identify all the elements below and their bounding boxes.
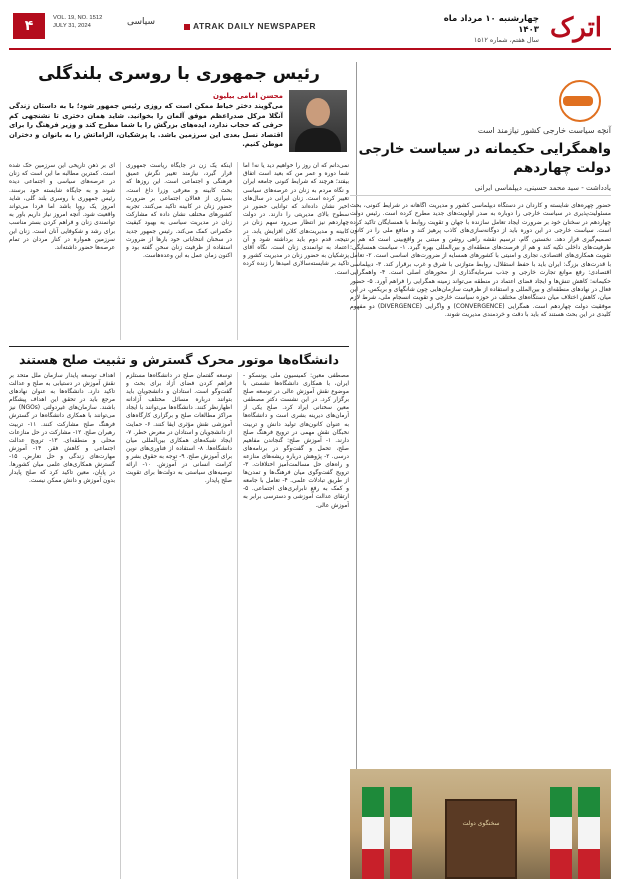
flag-icon <box>578 787 600 879</box>
left-articles <box>9 62 349 879</box>
author-portrait <box>289 90 347 152</box>
volume-line: VOL. 19, NO. 1512 <box>53 15 103 21</box>
masthead-square-icon <box>184 24 190 30</box>
lower-column: اهداف توسعه پایدار سازمان ملل متحد بر نقش آموزش در دستیابی به صلح و عدالت تاکید دارد. دانشگاه‌ها به عنوان نهادهای مرجع باید در تحقق این اهداف پیشگام باشند. سازمان‌های غیردولتی (NGOs) نیز می‌توانند با همکاری دانشگاه‌ها در گسترش فرهنگ صلح مشارکت کنند. ۱۱- تربیت رهبران صلح. ۱۲- مشارکت در حل منازعات محلی و منطقه‌ای. ۱۳- ترویج عدالت اجتماعی و کاهش فقر. ۱۴- آموزش مهارت‌های زندگی و حل تعارض. ۱۵- گسترش همکاری‌های علمی میان کشورها. در پایان، معین تاکید کرد که صلح پایدار بدون آموزش و دانش ممکن نیست. <box>9 373 115 485</box>
page-header <box>9 10 611 50</box>
lower-column: توسعه گفتمان صلح در دانشگاه‌ها مستلزم فراهم کردن فضای آزاد برای بحث و گفت‌وگو است. استادان و دانشجویان باید بتوانند درباره مسائل مختلف آزادانه اظهارنظر کنند. دانشگاه‌ها می‌توانند با ایجاد مراکز مطالعات صلح و برگزاری کارگاه‌های آموزشی نقش مؤثری ایفا کنند. ۶- حمایت از دانشجویان و استادان در معرض خطر. ۷- ایجاد شبکه‌های همکاری بین‌المللی میان دانشگاه‌ها. ۸- استفاده از فناوری‌های نوین برای آموزش صلح. ۹- توجه به حقوق بشر و کرامت انسانی در آموزش. ۱۰- ارائه توصیه‌های سیاستی به دولت‌ها برای تقویت صلح پایدار. <box>126 373 232 485</box>
story-column: اینکه یک زن در جایگاه ریاست جمهوری قرار گیرد، نیازمند تغییر نگرش عمیق فرهنگی و اجتماعی است. این روزها که بحث کابینه و معرفی وزرا داغ است، بسیاری از فعالان اجتماعی بر ضرورت حضور زنان در کابینه تاکید می‌کنند. تجربه کشورهای مختلف نشان داده که مشارکت زنان در مدیریت سیاسی به بهبود کیفیت حکمرانی کمک می‌کند. رئیس جمهور جدید در سخنان انتخاباتی خود بارها از ضرورت استفاده از ظرفیت زنان سخن گفته بود و اکنون زمان عمل به این وعده‌هاست. <box>126 163 232 260</box>
intro-author: محسن امامی بیلیون <box>212 92 283 100</box>
newspaper-logo[interactable] <box>545 13 607 45</box>
article-headline[interactable]: واهمگرایی حکیمانه در سیاست خارجی دولت چهاردهم <box>358 141 611 176</box>
flag-icon <box>390 787 412 879</box>
column-rule <box>120 372 121 879</box>
lower-columns <box>9 372 349 879</box>
lower-headline[interactable]: دانشگاه‌ها موتور محرک گسترش و تثبیت صلح هستند <box>9 346 349 369</box>
issue-date: چهارشنبه ۱۰ مرداد ماه ۱۴۰۳ <box>443 14 539 35</box>
right-article <box>350 62 611 879</box>
masthead <box>184 21 414 31</box>
issue-number: سال هفتم، شماره ۱۵۱۲ <box>473 36 539 44</box>
intro-text: می‌گویند دختر خیاط ممکن است که روزی رئیس جمهور شود؛ با به داستان زندگی آنگلا مرکل صدراعظم موفق آلمان را بخوانید. شاید همان دختری تا نشنجهی کم حرفی که حجاب ندارد، ایده‌های بزرگش را با شما مطرح کند و وزیر فرهنگ را برای اقتصاد نسل بعدی این سرزمین باشد. یا پزشکیان، الزاماتش را به بانوان و دختران موطن کنیم. <box>9 102 283 148</box>
lower-column: مصطفی معین: کمیسیون ملی یونسکو - ایران، با همکاری دانشگاه‌ها نشستی با موضوع نقش آموزش عالی در توسعه صلح برگزار کرد. در این نشست دکتر مصطفی معین سخنانی ایراد کرد. صلح یکی از آرمان‌های دیرینه بشری است و دانشگاه‌ها به عنوان کانون‌های تولید دانش و تربیت نخبگان نقش مهمی در ترویج فرهنگ صلح دارند. ۱- آموزش صلح: گنجاندن مفاهیم صلح، تحمل و گفت‌وگو در برنامه‌های درسی. ۲- پژوهش درباره ریشه‌های منازعه و راه‌های حل مسالمت‌آمیز اختلافات. ۳- ترویج گفت‌وگوی میان فرهنگ‌ها و تمدن‌ها از طریق تبادلات علمی. ۴- تعامل با جامعه و کمک به رفع نابرابری‌های اجتماعی. ۵- ارتقای عدالت آموزشی و دسترسی برابر به آموزش عالی. <box>243 373 349 509</box>
badge-band-icon <box>563 96 593 106</box>
column-rule <box>237 372 238 879</box>
article-byline: یادداشت - سید محمد حسینی، دیپلماسی ایرانی <box>350 184 611 196</box>
flag-icon <box>362 787 384 879</box>
story-columns <box>9 162 349 340</box>
column-rule <box>120 162 121 340</box>
logo-text: اترک <box>549 13 603 43</box>
note-badge-icon <box>559 80 601 122</box>
flag-icon <box>550 787 572 879</box>
portrait-body <box>295 128 341 152</box>
column-rule <box>237 162 238 340</box>
article-body: حضور چهره‌های شایسته و کاردان در دستگاه دیپلماسی کشور و مدیریت آگاهانه در شرایط کنونی، بحث مسئولیت‌پذیری در سیاست خارجی را دوباره به صدر اولویت‌های جدید مطرح کرده است. رئیس دولت چهاردهم در سخنان خود بر ضرورت ایجاد تعامل سازنده با جهان و تقویت روابط با همسایگان تاکید کرده است. سیاست خارجی در این دوره باید از دوگانه‌سازی‌های کاذب پرهیز کند و منافع ملی را در کانون تصمیم‌گیری قرار دهد. نخستین گام، ترسیم نقشه راهی روشن و مبتنی بر واقع‌بینی است که هم بر ظرفیت‌های داخلی تکیه کند و هم از فرصت‌های منطقه‌ای و بین‌المللی بهره گیرد. ۱- سیاست همسایگی: تقویت همکاری‌های اقتصادی، تجاری و امنیتی با کشورهای همسایه از ضرورت‌های اساسی است. ۲- تعامل با قدرت‌های بزرگ: ایران باید با حفظ استقلال، روابط متوازنی با شرق و غرب برقرار کند. ۳- دیپلماسی اقتصادی: رفع موانع تجارت خارجی و جذب سرمایه‌گذاری از محورهای اصلی است. ۴- واهمگرایی حکیمانه: کاهش تنش‌ها و ایجاد فضای اعتماد در منطقه می‌تواند زمینه همگرایی را فراهم آورد. ۵- حضور فعال در نهادهای منطقه‌ای و بین‌المللی و استفاده از ظرفیت سازمان‌هایی چون شانگهای و بریکس. در این میان، کاهش اختلاف میان دستگاه‌های مختلف در حوزه سیاست خارجی و تقویت انسجام ملی، شرط لازم موفقیت دولت چهاردهم است. همگرایی (CONVERGENCE) و واگرایی (DIVERGENCE) دو مفهوم کلیدی در این بحث هستند که باید با دقت و خردمندی مدیریت شوند. <box>350 202 611 319</box>
page-number: ۴ <box>13 13 45 39</box>
podium <box>445 799 517 879</box>
article-photo <box>350 769 611 879</box>
story-column: ای بر ذهن تاریخی این سرزمین حک شده است. کمترین مطالبه ما این است که زنان در عرصه‌های سیاسی و اجتماعی دیده شوند و به جایگاه شایسته خود برسند. رئیس جمهوری با روسری بلند گلی، شاید امروز یک رویا باشد اما فردا می‌تواند واقعیت شود. آنچه امروز نیاز داریم باور به توانمندی زنان و فراهم کردن بستر مناسب برای رشد و شکوفایی آنان است. زنان این سرزمین همواره در کنار مردان در تمام عرصه‌ها حضور داشته‌اند. <box>9 163 115 252</box>
portrait-face <box>306 98 330 126</box>
story-column: نمی‌دانم که آن روز را خواهیم دید یا نه! اما شما دوره و عمر من که بعید است اتفاق بیفتد؛ هرچند که شرایط کنونی جامعه ایران و نگاه مردم به زنان در عرصه‌های سیاسی تغییر کرده است. زنان ایرانی در سال‌های اخیر نشان داده‌اند که توانایی حضور در سطوح بالای مدیریتی را دارند. در دولت چهاردهم نیز انتظار می‌رود سهم زنان در کابینه و مدیریت‌های کلان افزایش یابد. در نتیجه، قدم دوم باید برداشته شود و آن اعتماد به توانمندی زنان است. نگاه آقای پزشکیان به حضور زنان در مدیریت کشور و تاکید بر شایسته‌سالاری امیدها را زنده کرده است. <box>243 163 349 276</box>
date-block <box>439 14 539 45</box>
main-headline[interactable]: رئیس جمهوری با روسری بلندگلی <box>38 64 320 84</box>
podium-label: سخنگوی دولت <box>462 820 500 827</box>
masthead-text: ATRAK DAILY NEWSPAPER <box>193 21 317 31</box>
date-en-line: JULY 31, 2024 <box>53 23 91 29</box>
volume-block <box>53 14 125 30</box>
article-kicker: آنچه سیاست خارجی کشور نیازمند است <box>477 126 611 135</box>
section-name: سیاسی <box>127 17 156 27</box>
